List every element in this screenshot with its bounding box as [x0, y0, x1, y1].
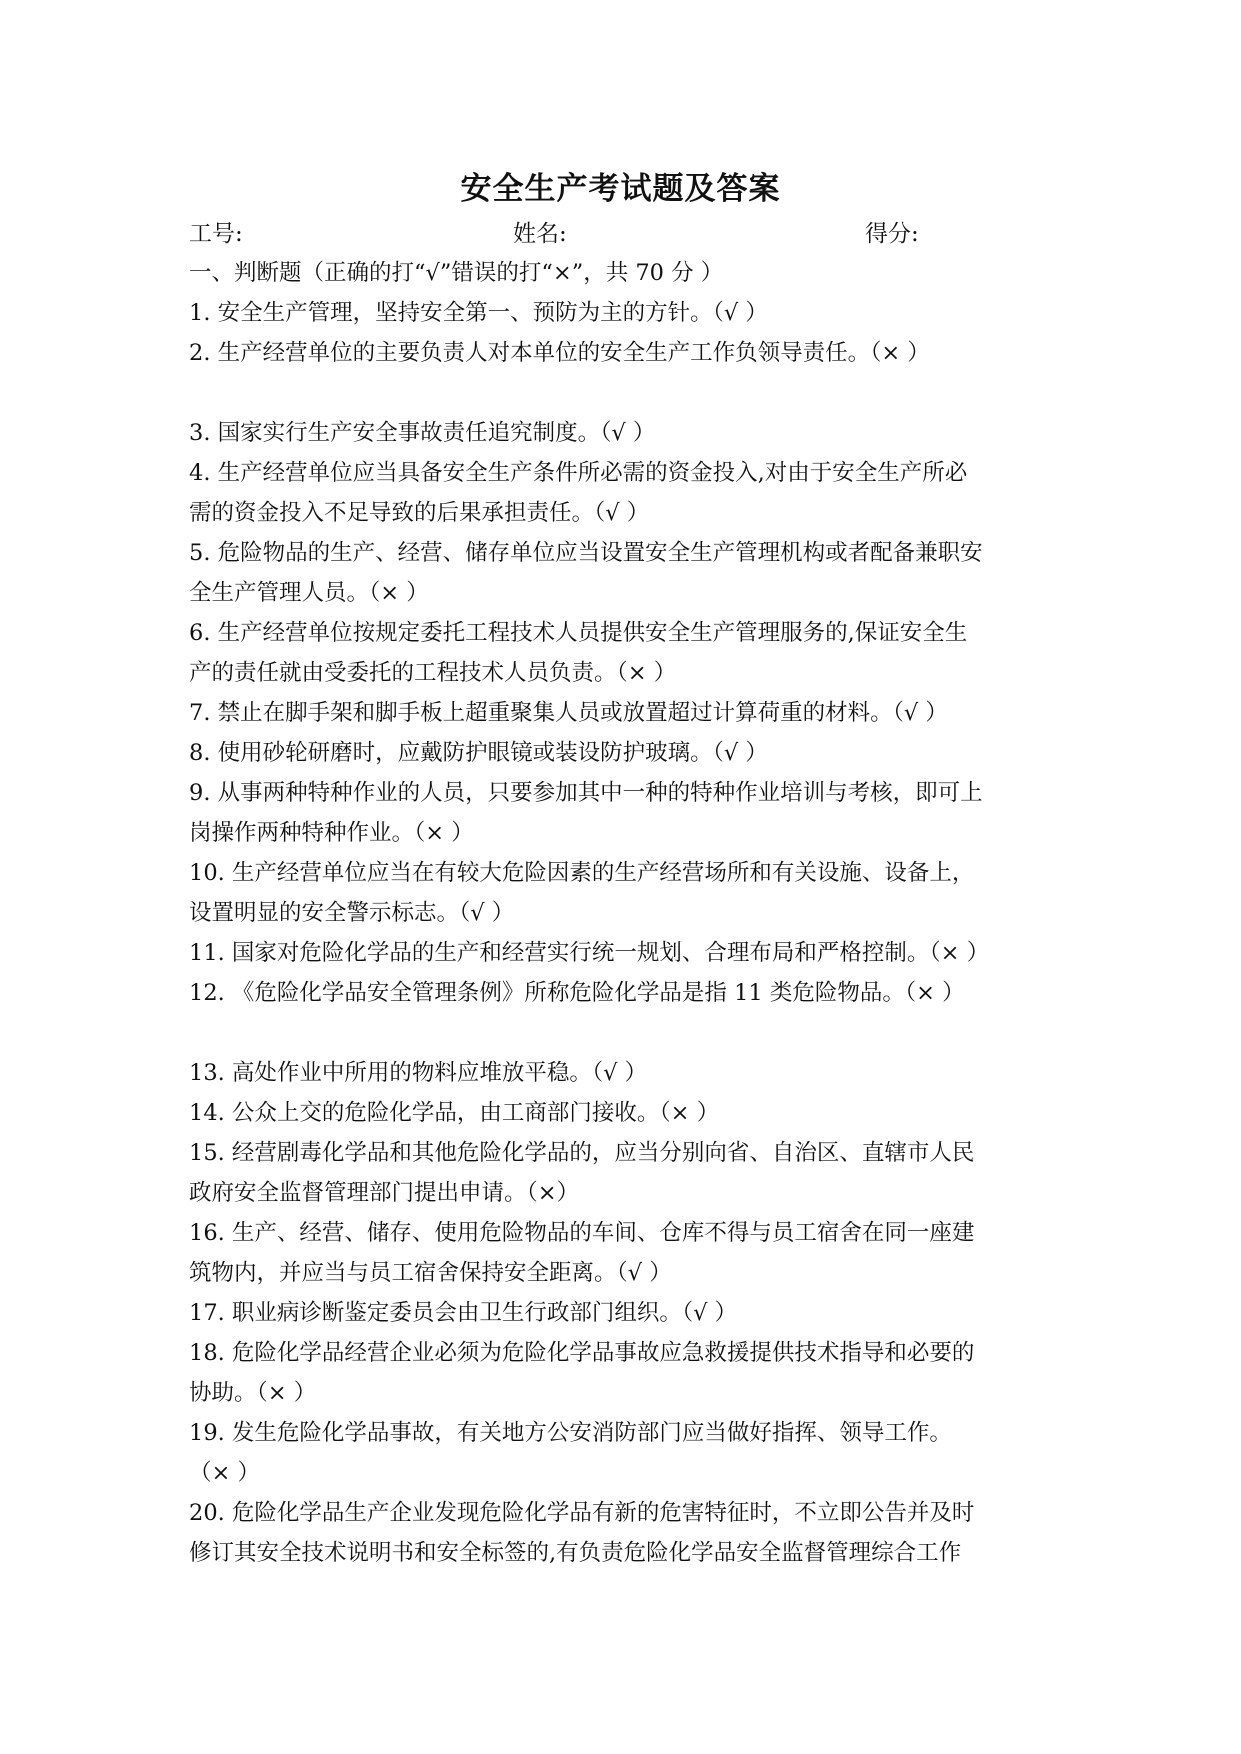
question-line: 7. 禁止在脚手架和脚手板上超重聚集人员或放置超过计算荷重的材料。（√ ） [189, 700, 948, 726]
question-line: 岗操作两种特种作业。（× ） [189, 820, 474, 846]
question-line: 11. 国家对危险化学品的生产和经营实行统一规划、合理布局和严格控制。（× ） [189, 940, 990, 966]
question-line: 17. 职业病诊断鉴定委员会由卫生行政部门组织。（√ ） [189, 1300, 738, 1326]
question-line: 9. 从事两种特种作业的人员，只要参加其中一种的特种作业培训与考核，即可上 [189, 780, 983, 806]
name-label: 姓名: [513, 221, 567, 247]
question-line: 筑物内，并应当与员工宿舍保持安全距离。（√ ） [189, 1260, 672, 1286]
question-line: 16. 生产、经营、储存、使用危险物品的车间、仓库不得与员工宿舍在同一座建 [189, 1220, 975, 1246]
question-line: 6. 生产经营单位按规定委托工程技术人员提供安全生产管理服务的,保证安全生 [189, 620, 968, 646]
question-line: 15. 经营剧毒化学品和其他危险化学品的，应当分别向省、自治区、直辖市人民 [189, 1140, 975, 1166]
question-line: 3. 国家实行生产安全事故责任追究制度。（√ ） [189, 420, 656, 446]
page-title: 安全生产考试题及答案 [460, 171, 781, 207]
question-line: 12. 《危险化学品安全管理条例》所称危险化学品是指 11 类危险物品。（× ） [189, 980, 965, 1006]
question-list [189, 253, 1059, 1573]
blank-line [189, 373, 1059, 413]
question-line: 需的资金投入不足导致的后果承担责任。（√ ） [189, 500, 650, 526]
question-line: 修订其安全技术说明书和安全标签的,有负责危险化学品安全监督管理综合工作 [189, 1540, 962, 1566]
question-line: 8. 使用砂轮研磨时，应戴防护眼镜或装设防护玻璃。（√ ） [189, 740, 768, 766]
question-line: 1. 安全生产管理，坚持安全第一、预防为主的方针。（√ ） [189, 300, 768, 326]
question-line: 全生产管理人员。（× ） [189, 580, 429, 606]
question-line: 13. 高处作业中所用的物料应堆放平稳。（√ ） [189, 1060, 648, 1086]
question-line: 19. 发生危险化学品事故，有关地方公安消防部门应当做好指挥、领导工作。 [189, 1420, 952, 1446]
score-label: 得分: [865, 221, 919, 247]
question-line: （× ） [189, 1460, 261, 1486]
question-line: 产的责任就由受委托的工程技术人员负责。（× ） [189, 660, 677, 686]
question-line: 2. 生产经营单位的主要负责人对本单位的安全生产工作负领导责任。（× ） [189, 340, 930, 366]
section-heading: 一、判断题（正确的打“√”错误的打“×”，共 70 分 ） [189, 260, 724, 286]
question-line: 设置明显的安全警示标志。（√ ） [189, 900, 515, 926]
question-line: 14. 公众上交的危险化学品，由工商部门接收。（× ） [189, 1100, 720, 1126]
question-line: 5. 危险物品的生产、经营、储存单位应当设置安全生产管理机构或者配备兼职安 [189, 540, 983, 566]
question-line: 协助。（× ） [189, 1380, 317, 1406]
blank-line [189, 1013, 1059, 1053]
question-line: 10. 生产经营单位应当在有较大危险因素的生产经营场所和有关设施、设备上， [189, 860, 975, 886]
question-line: 4. 生产经营单位应当具备安全生产条件所必需的资金投入,对由于安全生产所必 [189, 460, 968, 486]
question-line: 20. 危险化学品生产企业发现危险化学品有新的危害特征时，不立即公告并及时 [189, 1500, 975, 1526]
question-line: 18. 危险化学品经营企业必须为危险化学品事故应急救援提供技术指导和必要的 [189, 1340, 975, 1366]
employee-id-label: 工号: [189, 221, 243, 247]
question-line: 政府安全监督管理部门提出申请。（×） [189, 1180, 580, 1206]
